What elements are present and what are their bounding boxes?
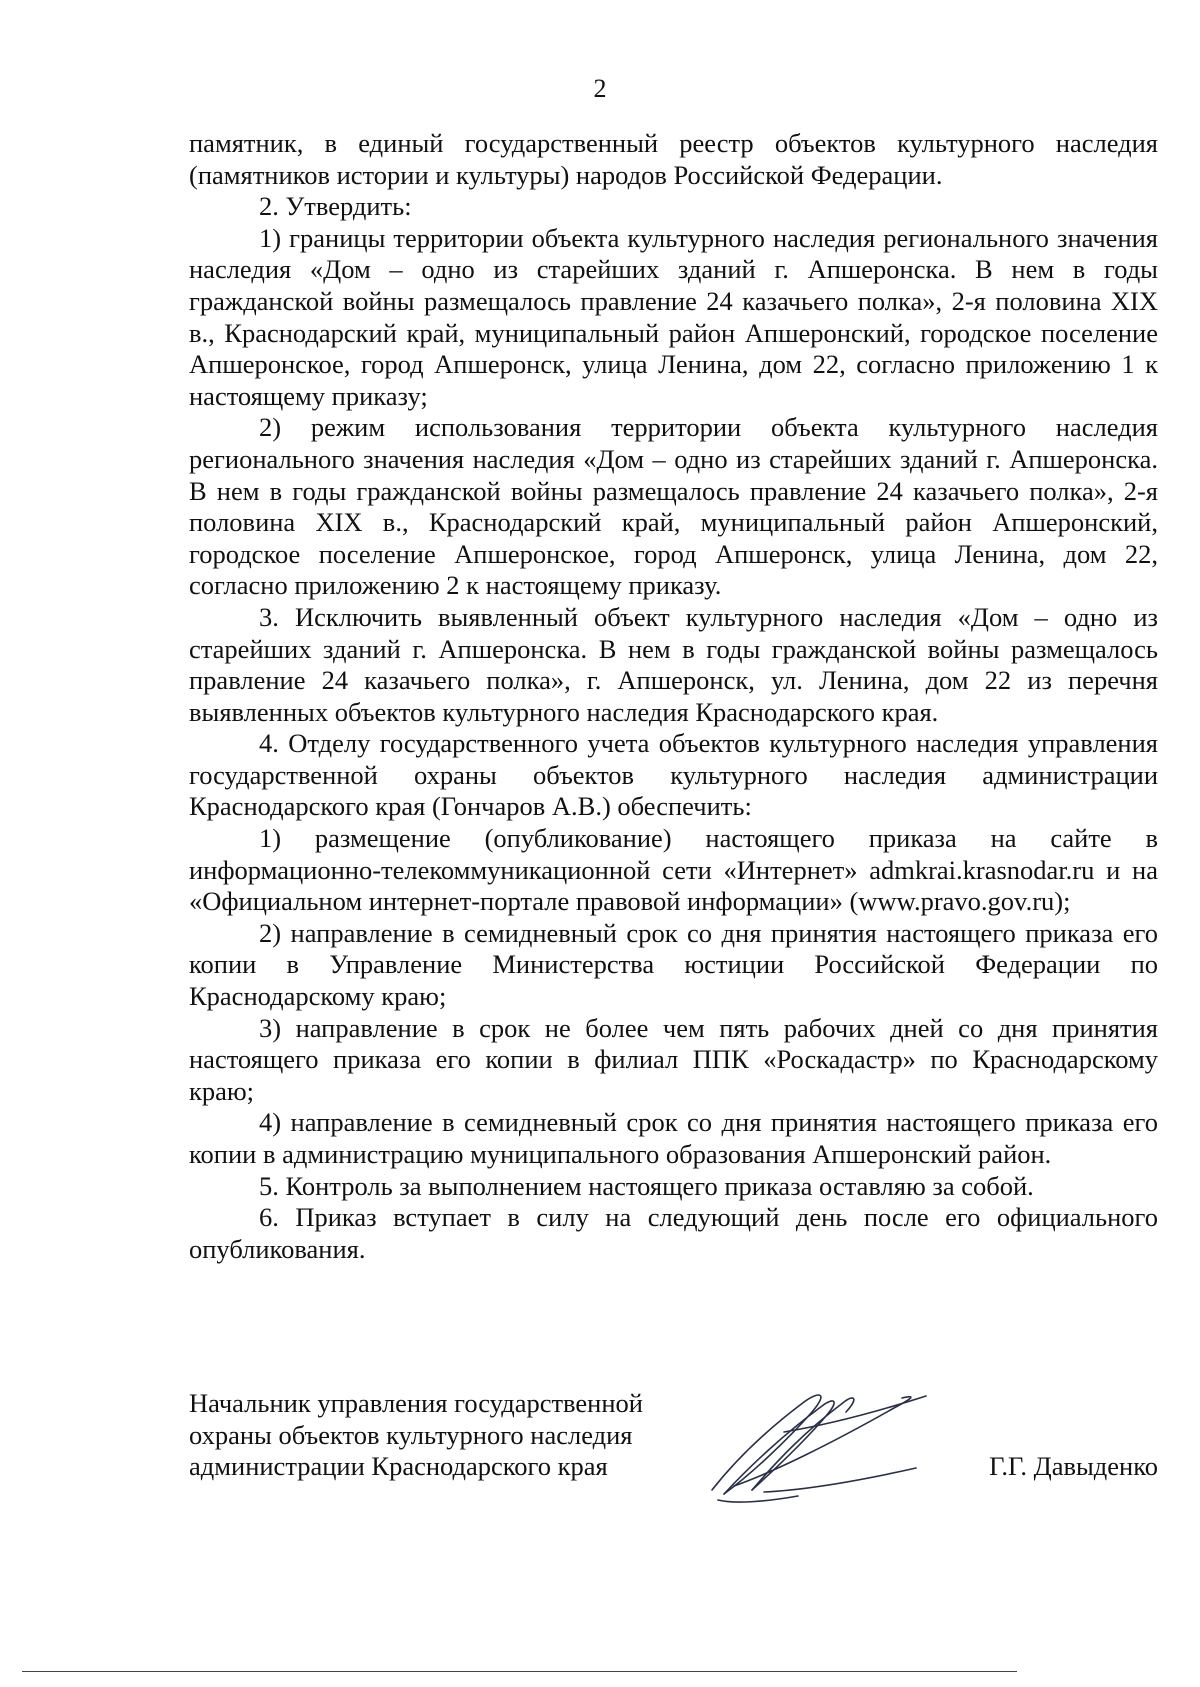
paragraph-item-4-4: 4) направление в семидневный срок со дня принятия настоящего приказа его копии в администрацию муниципального образования Апшеронский район. — [189, 1107, 1158, 1169]
paragraph-item-4-2: 2) направление в семидневный срок со дня принятия настоящего приказа его копии в Управление Министерства юстиции Российской Федерации по Краснодарскому краю; — [189, 917, 1158, 1012]
handwritten-signature-icon — [694, 1372, 934, 1512]
paragraph-continuation: памятник, в единый государственный реестр объектов культурного наследия (памятников истории и культуры) народов Российской Федерации. — [189, 128, 1158, 190]
signatory-title-line: охраны объектов культурного наследия — [189, 1419, 633, 1450]
paragraph-item-2-1: 1) границы территории объекта культурного наследия регионального значения наследия «Дом – одно из старейших зданий г. Апшеронска. В нем в годы гражданской войны размещалось правление 24 казачьего полка», 2-я половина XIX в., Краснодарский край, муниципальный район Апшеронский, городское поселение Апшеронское, город Апшеронск, улица Ленина, дом 22, согласно приложению 1 к настоящему приказу; — [189, 222, 1158, 411]
page-number: 2 — [593, 74, 607, 103]
paragraph-item-2-2: 2) режим использования территории объекта культурного наследия регионального значения наследия «Дом – одно из старейших зданий г. Апшеронска. В нем в годы гражданской войны размещалось правление 24 казачьего полка», 2-я половина XIX в., Краснодарский край, муниципальный район Апшеронский, городское поселение Апшеронское, город Апшеронск, улица Ленина, дом 22, согласно приложению 2 к настоящему приказу. — [189, 412, 1158, 601]
paragraph-item-4-1: 1) размещение (опубликование) настоящего приказа на сайте в информационно-телекоммуникационной сети «Интернет» admkrai.krasnodar.ru и на «Официальном интернет-портале правовой информации» (www.pravo.gov.ru); — [189, 823, 1158, 917]
signatory-title — [189, 1388, 709, 1483]
paragraph-item-2: 2. Утвердить: — [259, 191, 412, 222]
footer-divider — [22, 1671, 1017, 1672]
signatory-name: Г.Г. Давыденко — [989, 1451, 1158, 1481]
paragraph-item-4: 4. Отделу государственного учета объектов культурного наследия управления государственной охраны объектов культурного наследия администрации Краснодарского края (Гончаров А.В.) обеспечить: — [189, 728, 1158, 822]
signatory-title-line: администрации Краснодарского края — [189, 1451, 608, 1482]
paragraph-item-6: 6. Приказ вступает в силу на следующий день после его официального опубликования. — [189, 1202, 1158, 1264]
paragraph-item-5: 5. Контроль за выполнением настоящего приказа оставляю за собой. — [259, 1170, 1034, 1201]
signatory-title-line: Начальник управления государственной — [189, 1388, 643, 1418]
document-body — [189, 128, 1158, 1265]
signature-block — [189, 1388, 1158, 1508]
paragraph-item-3: 3. Исключить выявленный объект культурного наследия «Дом – одно из старейших зданий г. Апшеронска. В нем в годы гражданской войны размещалось правление 24 казачьего полка», г. Апшеронск, ул. Ленина, дом 22 из перечня выявленных объектов культурного наследия Краснодарского края. — [189, 601, 1158, 727]
paragraph-item-4-3: 3) направление в срок не более чем пять рабочих дней со дня принятия настоящего приказа его копии в филиал ППК «Роскадастр» по Краснодарскому краю; — [189, 1012, 1158, 1106]
